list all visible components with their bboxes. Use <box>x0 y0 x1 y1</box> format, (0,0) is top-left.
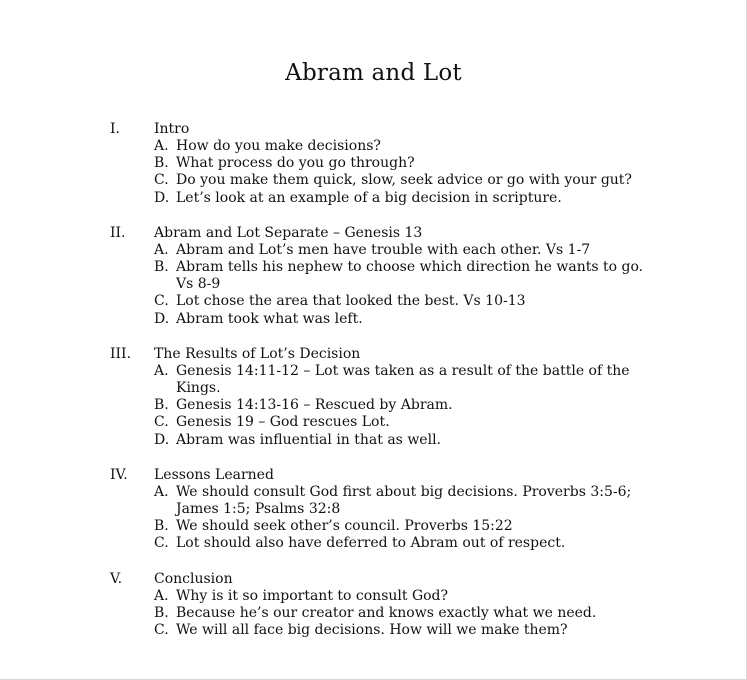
item-letter: C. <box>154 172 169 189</box>
outline-section-conclusion <box>0 570 747 640</box>
sermon-outline <box>0 120 747 656</box>
item-letter: C. <box>154 414 169 431</box>
item-letter: D. <box>154 189 170 206</box>
outline-item <box>0 172 747 189</box>
item-text: Lot should also have deferred to Abram out of respect. <box>176 535 566 552</box>
outline-item <box>0 242 747 259</box>
item-letter: D. <box>154 431 170 448</box>
outline-item <box>0 138 747 155</box>
item-text: Because he’s our creator and knows exactly what we need. <box>176 604 597 621</box>
outline-item <box>0 397 747 414</box>
item-letter: B. <box>154 397 169 414</box>
section-items <box>0 588 747 640</box>
item-text: We will all face big decisions. How will we make them? <box>176 622 568 639</box>
item-text: Genesis 19 – God rescues Lot. <box>176 414 390 431</box>
section-items <box>0 363 747 449</box>
outline-item <box>0 293 747 310</box>
section-header <box>0 345 747 363</box>
section-numeral: IV. <box>110 466 128 483</box>
item-letter: B. <box>154 259 169 276</box>
section-heading: The Results of Lot’s Decision <box>154 345 361 362</box>
section-heading: Intro <box>154 121 190 137</box>
outline-item <box>0 190 747 207</box>
outline-item <box>0 535 747 552</box>
item-letter: C. <box>154 622 169 639</box>
outline-item <box>0 311 747 328</box>
section-numeral: V. <box>110 570 123 587</box>
outline-item <box>0 363 747 397</box>
section-numeral: II. <box>110 224 126 241</box>
outline-section-results <box>0 345 747 449</box>
section-heading: Conclusion <box>154 570 233 587</box>
section-header <box>0 224 747 242</box>
outline-item <box>0 588 747 605</box>
outline-item <box>0 432 747 449</box>
section-items <box>0 138 747 207</box>
item-letter: A. <box>154 587 169 604</box>
section-header <box>0 120 747 138</box>
item-text: Why is it so important to consult God? <box>176 587 449 604</box>
item-text: Abram and Lot’s men have trouble with each other. Vs 1-7 <box>176 241 591 258</box>
outline-item <box>0 484 747 518</box>
item-text: Abram tells his nephew to choose which direction he wants to go. Vs 8-9 <box>176 259 644 293</box>
outline-item <box>0 259 747 293</box>
item-letter: B. <box>154 155 169 172</box>
outline-item <box>0 622 747 639</box>
item-text: Abram was influential in that as well. <box>176 431 441 448</box>
item-text: Let’s look at an example of a big decision in scripture. <box>176 189 562 206</box>
item-letter: A. <box>154 362 169 379</box>
item-text: Lot chose the area that looked the best. Vs 10-13 <box>176 293 526 310</box>
section-items <box>0 242 747 328</box>
item-letter: A. <box>154 138 169 154</box>
section-numeral: I. <box>110 121 120 137</box>
item-text: Abram took what was left. <box>176 310 363 327</box>
item-text: What process do you go through? <box>176 155 415 172</box>
section-numeral: III. <box>110 345 132 362</box>
outline-item <box>0 605 747 622</box>
section-heading: Abram and Lot Separate – Genesis 13 <box>154 224 423 241</box>
outline-section-lessons <box>0 466 747 553</box>
section-items <box>0 484 747 553</box>
section-header <box>0 466 747 484</box>
item-letter: B. <box>154 518 169 535</box>
item-letter: A. <box>154 483 169 500</box>
item-letter: A. <box>154 241 169 258</box>
outline-item <box>0 518 747 535</box>
outline-item <box>0 155 747 172</box>
document-title: Abram and Lot <box>285 60 462 86</box>
item-text: Genesis 14:13-16 – Rescued by Abram. <box>176 397 453 414</box>
item-text: Do you make them quick, slow, seek advice or go with your gut? <box>176 172 632 189</box>
item-text: How do you make decisions? <box>176 138 381 154</box>
item-letter: D. <box>154 310 170 327</box>
item-letter: C. <box>154 535 169 552</box>
outline-section-intro <box>0 120 747 207</box>
item-text: We should consult God first about big decisions. Proverbs 3:5-6; James 1:5; Psalms 32:8 <box>176 483 632 518</box>
section-header <box>0 570 747 588</box>
item-letter: B. <box>154 604 169 621</box>
item-letter: C. <box>154 293 169 310</box>
outline-section-separate <box>0 224 747 328</box>
item-text: Genesis 14:11-12 – Lot was taken as a result of the battle of the Kings. <box>176 362 630 397</box>
section-heading: Lessons Learned <box>154 466 274 483</box>
outline-item <box>0 414 747 431</box>
item-text: We should seek other’s council. Proverbs 15:22 <box>176 518 513 535</box>
